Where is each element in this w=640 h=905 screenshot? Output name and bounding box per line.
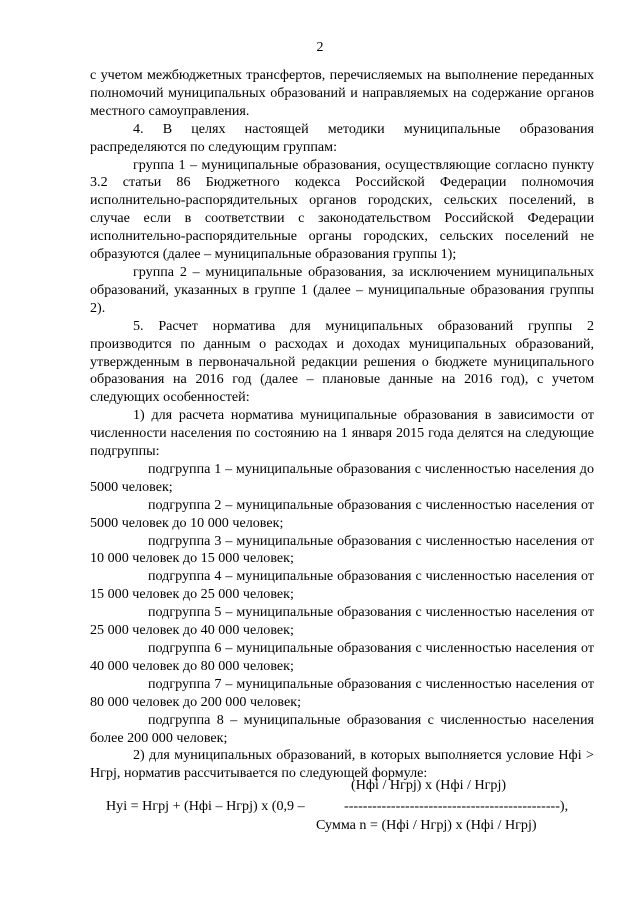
paragraph: 1) для расчета норматива муниципальные образования в зависимости от численности населения по состоянию на 1 января 2015 года делятся на следующие подгруппы: xyxy=(90,407,594,460)
paragraph: подгруппа 4 – муниципальные образования с численностью населения от 15 000 человек до 25 000 человек; xyxy=(90,568,594,603)
page-number: 2 xyxy=(316,40,324,55)
paragraph: 2) для муниципальных образований, в которых выполняется условие Нфi > Нгрj, норматив рассчитывается по следующей формуле: xyxy=(90,747,594,782)
formula-numerator: (Нфi / Нгрj) х (Нфi / Нгрj) xyxy=(351,777,507,793)
paragraph: подгруппа 2 – муниципальные образования с численностью населения от 5000 человек до 10 000 человек; xyxy=(90,496,594,531)
paragraph: подгруппа 6 – муниципальные образования с численностью населения от 40 000 человек до 80 000 человек; xyxy=(90,640,594,674)
formula-left-side: Нуi = Нгрj + (Нфi – Нгрj) х (0,9 – xyxy=(106,798,305,814)
paragraph: с учетом межбюджетных трансфертов, перечисляемых на выполнение переданных полномочий муниципальных образований и направляемых на содержание органов местного самоуправления. xyxy=(90,67,594,119)
paragraph: подгруппа 1 – муниципальные образования с численностью населения до 5000 человек; xyxy=(90,460,594,495)
formula-denominator: Сумма n = (Нфi / Нгрj) х (Нфi / Нгрj) xyxy=(316,817,537,833)
document-body xyxy=(90,67,594,783)
paragraph: подгруппа 7 – муниципальные образования с численностью населения от 80 000 человек до 200 000 человек; xyxy=(90,675,594,710)
paragraph: 4. В целях настоящей методики муниципальные образования распределяются по следующим группам: xyxy=(90,120,594,155)
paragraph: подгруппа 8 – муниципальные образования с численностью населения более 200 000 человек; xyxy=(90,711,594,746)
paragraph: группа 2 – муниципальные образования, за исключением муниципальных образований, указанных в группе 1 (далее – муниципальные образования группы 2). xyxy=(90,263,594,316)
formula-fraction-bar: ----------------------------------------------), xyxy=(344,798,569,814)
paragraph: подгруппа 5 – муниципальные образования с численностью населения от 25 000 человек до 40 000 человек; xyxy=(90,604,594,639)
paragraph: подгруппа 3 – муниципальные образования с численностью населения от 10 000 человек до 15 000 человек; xyxy=(90,532,594,567)
paragraph: 5. Расчет норматива для муниципальных образований группы 2 производится по данным о расходах и доходах муниципальных образований, утвержденным в первоначальной редакции решения о бюджете муниципального образования на 2016 год (далее – плановые данные на 2016 год), с учетом следующих особенностей: xyxy=(90,317,594,406)
paragraph: группа 1 – муниципальные образования, осуществляющие согласно пункту 3.2 статьи 86 Бюджетного кодекса Российской Федерации полномочия исполнительно-распорядительных органов городских, сельских поселений, в случае если в соответствии с законодательством Российской Федерации исполнительно-распорядительные органы городских, сельских поселений не образуются (далее – муниципальные образования группы 1); xyxy=(90,156,594,263)
